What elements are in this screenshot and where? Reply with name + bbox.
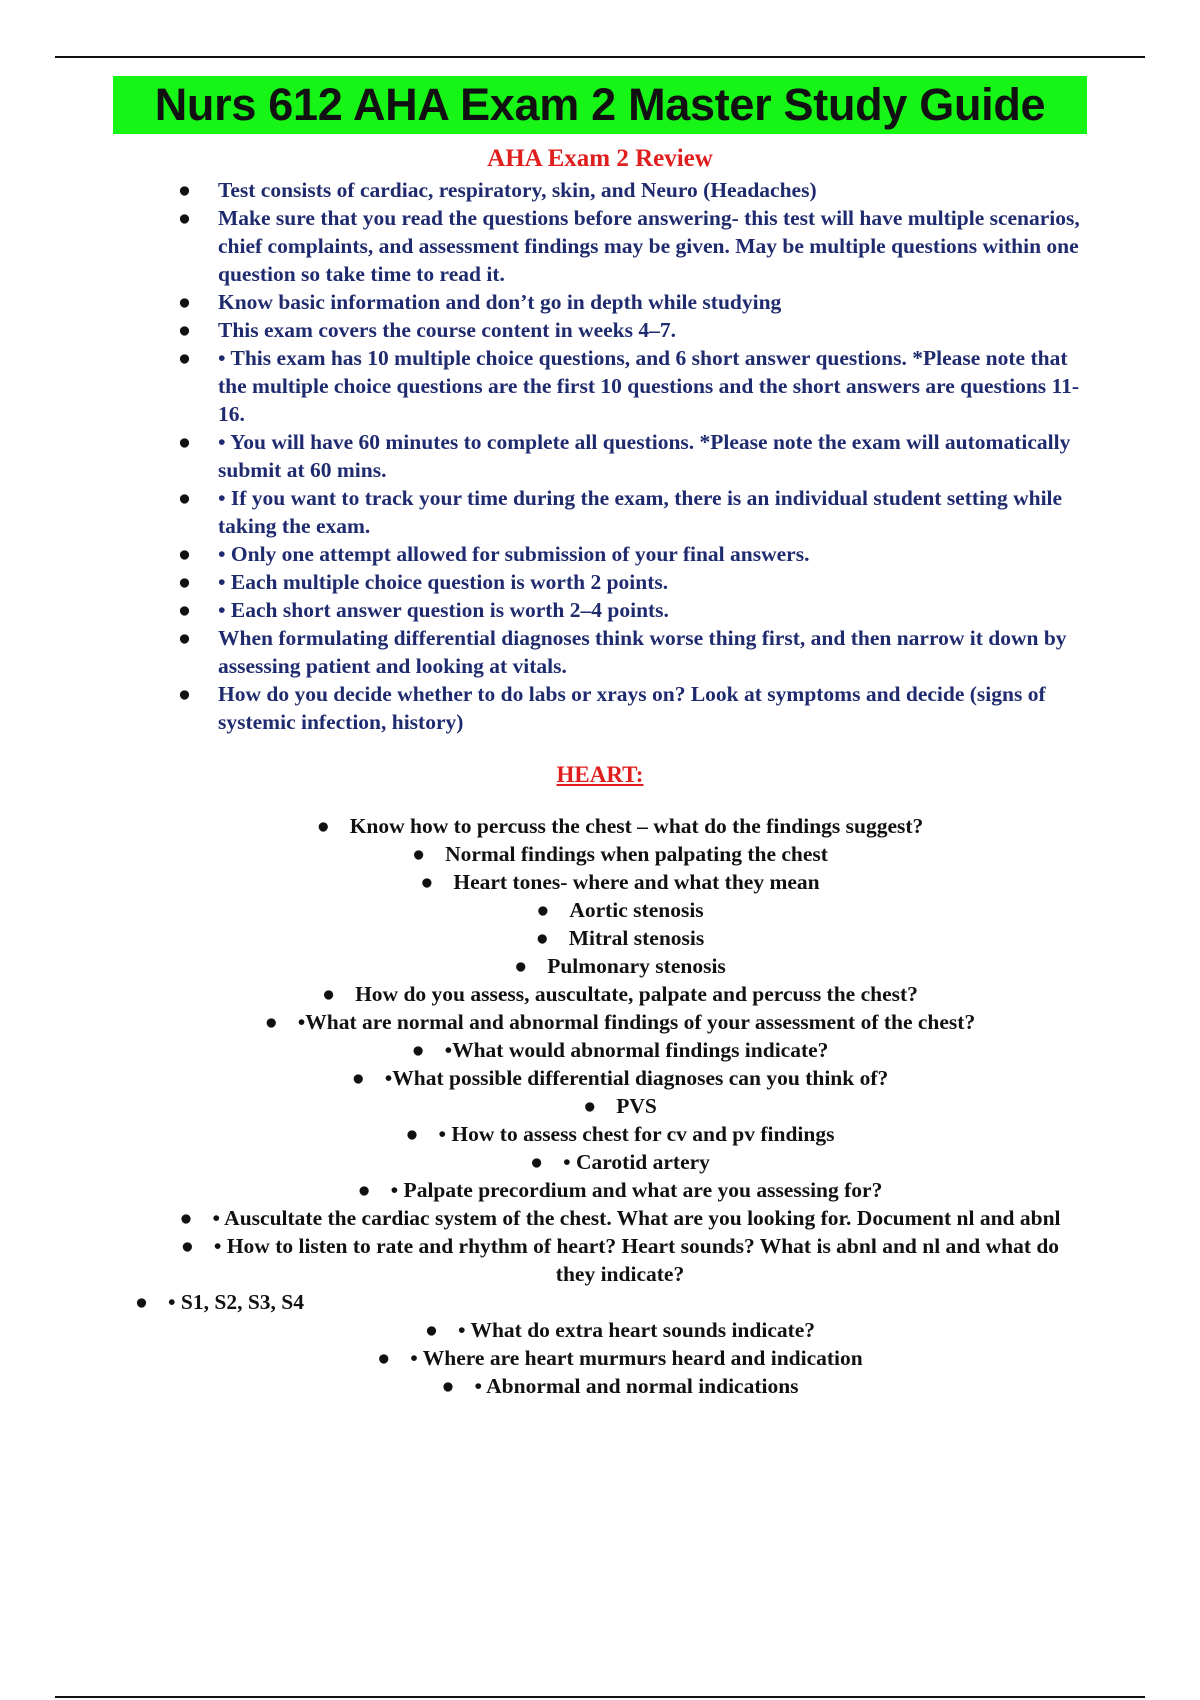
title-container xyxy=(0,76,1200,134)
bullet-icon: ● xyxy=(178,178,191,202)
bullet-icon: ● xyxy=(441,1374,455,1398)
bottom-rule xyxy=(55,1696,1145,1698)
bullet-icon: ● xyxy=(135,1290,148,1314)
bullet-icon: ● xyxy=(535,926,549,950)
bullet-icon: ● xyxy=(178,346,191,370)
bullet-icon: ● xyxy=(405,1122,419,1146)
list-item: ● • Only one attempt allowed for submission of your final answers. xyxy=(178,542,810,566)
heart-list xyxy=(135,812,1080,1400)
heart-heading: HEART: xyxy=(556,762,644,787)
list-item: ● Make sure that you read the questions before answering- this test will have multiple scenarios, chief complaints, and assessment findings may be given. May be multiple questions within one question so take time to read it. xyxy=(178,206,1080,286)
bullet-icon: ● xyxy=(178,682,191,706)
list-item: ● •What possible differential diagnoses can you think of? xyxy=(351,1066,889,1090)
bullet-icon: ● xyxy=(178,318,191,342)
list-item: ● • How to listen to rate and rhythm of heart? Heart sounds? What is abnl and nl and what do they indicate? xyxy=(180,1234,1060,1286)
top-rule xyxy=(55,56,1145,58)
bullet-icon: ● xyxy=(178,486,191,510)
list-item: ● How do you decide whether to do labs or xrays on? Look at symptoms and decide (signs of systemic infection, history) xyxy=(178,682,1046,734)
list-item: ● PVS xyxy=(583,1094,657,1118)
bullet-icon: ● xyxy=(178,290,191,314)
document-title: Nurs 612 AHA Exam 2 Master Study Guide xyxy=(113,76,1087,134)
list-item: ● •What would abnormal findings indicate? xyxy=(411,1038,829,1062)
list-item: ● Heart tones- where and what they mean xyxy=(420,870,820,894)
section-subtitle: AHA Exam 2 Review xyxy=(487,145,713,172)
list-item: ● • Abnormal and normal indications xyxy=(441,1374,799,1398)
list-item: ● • How to assess chest for cv and pv findings xyxy=(405,1122,835,1146)
bullet-icon: ● xyxy=(264,1010,278,1034)
list-item: ● This exam covers the course content in weeks 4–7. xyxy=(178,318,677,342)
list-item: ● Aortic stenosis xyxy=(536,898,704,922)
bullet-icon: ● xyxy=(536,898,550,922)
list-item: ● • Carotid artery xyxy=(530,1150,710,1174)
bullet-icon: ● xyxy=(322,982,336,1006)
list-item: ● •What are normal and abnormal findings of your assessment of the chest? xyxy=(264,1010,976,1034)
bullet-icon: ● xyxy=(424,1318,438,1342)
bullet-icon: ● xyxy=(178,430,191,454)
bullet-icon: ● xyxy=(351,1066,365,1090)
list-item: ● Pulmonary stenosis xyxy=(514,954,726,978)
list-item: ● • What do extra heart sounds indicate? xyxy=(424,1318,816,1342)
review-list xyxy=(178,176,1083,736)
bullet-icon: ● xyxy=(178,598,191,622)
bullet-icon: ● xyxy=(530,1150,544,1174)
bullet-icon: ● xyxy=(178,206,191,230)
list-item: ● • Each multiple choice question is worth 2 points. xyxy=(178,570,669,594)
list-item: ● Normal findings when palpating the chest xyxy=(412,842,828,866)
list-item: ● Test consists of cardiac, respiratory, skin, and Neuro (Headaches) xyxy=(178,178,817,202)
bullet-icon: ● xyxy=(316,814,330,838)
list-item: ● • This exam has 10 multiple choice questions, and 6 short answer questions. *Please note that the multiple choice questions are the first 10 questions and the short answers are questions 11-16. xyxy=(178,346,1080,426)
list-item: ● Know basic information and don’t go in depth while studying xyxy=(178,290,782,314)
bullet-icon: ● xyxy=(179,1206,193,1230)
list-item: ● • You will have 60 minutes to complete all questions. *Please note the exam will automatically submit at 60 mins. xyxy=(178,430,1071,482)
bullet-icon: ● xyxy=(178,626,191,650)
bullet-icon: ● xyxy=(377,1346,391,1370)
bullet-icon: ● xyxy=(420,870,434,894)
list-item: ● • Each short answer question is worth 2–4 points. xyxy=(178,598,669,622)
bullet-icon: ● xyxy=(357,1178,371,1202)
bullet-icon: ● xyxy=(412,842,426,866)
bullet-icon: ● xyxy=(180,1234,194,1258)
list-item: ● • S1, S2, S3, S4 xyxy=(135,1290,304,1314)
list-item: ● • If you want to track your time during the exam, there is an individual student setting while taking the exam. xyxy=(178,486,1063,538)
list-item: ● Know how to percuss the chest – what do the findings suggest? xyxy=(316,814,924,838)
list-item: ● • Where are heart murmurs heard and indication xyxy=(377,1346,863,1370)
list-item: ● • Auscultate the cardiac system of the chest. What are you looking for. Document nl and abnl xyxy=(179,1206,1061,1230)
list-item: ● When formulating differential diagnoses think worse thing first, and then narrow it down by assessing patient and looking at vitals. xyxy=(178,626,1067,678)
bullet-icon: ● xyxy=(178,570,191,594)
bullet-icon: ● xyxy=(514,954,528,978)
list-item: ● • Palpate precordium and what are you assessing for? xyxy=(357,1178,883,1202)
list-item: ● How do you assess, auscultate, palpate and percuss the chest? xyxy=(322,982,918,1006)
bullet-icon: ● xyxy=(178,542,191,566)
bullet-icon: ● xyxy=(583,1094,597,1118)
bullet-icon: ● xyxy=(411,1038,425,1062)
list-item: ● Mitral stenosis xyxy=(535,926,705,950)
